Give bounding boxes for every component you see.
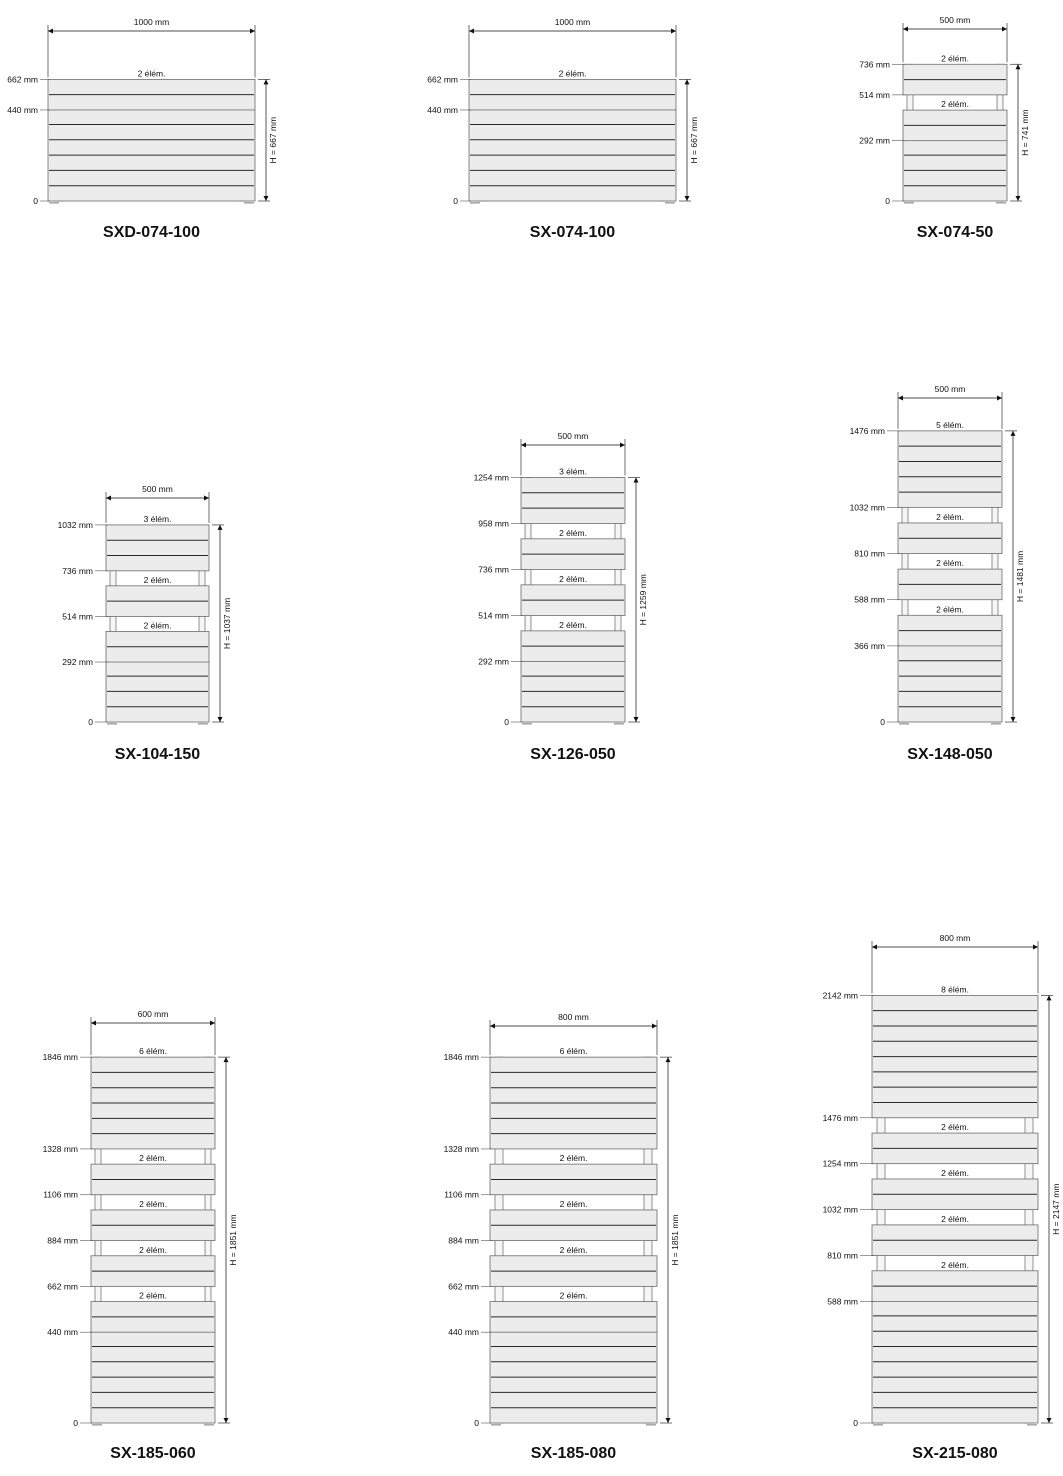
dimension-arrow bbox=[666, 1418, 671, 1423]
height-label: 588 mm bbox=[854, 594, 885, 605]
element-count-label: 2 élém. bbox=[941, 1213, 969, 1224]
element-count-label: 2 élém. bbox=[143, 620, 172, 631]
height-label: 1476 mm bbox=[849, 425, 885, 436]
slat-group bbox=[478, 574, 625, 621]
floor-cap bbox=[614, 723, 624, 725]
total-height-label: H = 1851 mm bbox=[670, 1214, 680, 1266]
slat-group bbox=[859, 99, 1007, 146]
slat-group bbox=[478, 620, 625, 667]
slat-group bbox=[854, 558, 1002, 605]
height-label: 1032 mm bbox=[57, 519, 93, 530]
total-height-label: H = 1851 mm bbox=[228, 1214, 238, 1266]
height-label: 514 mm bbox=[478, 610, 509, 621]
floor-cap bbox=[904, 202, 914, 204]
width-label: 600 mm bbox=[137, 1009, 169, 1019]
model-name: SX-074-100 bbox=[529, 224, 616, 241]
height-label: 0 bbox=[504, 717, 509, 727]
dimension-arrow bbox=[620, 443, 625, 448]
dimension-arrow bbox=[1016, 196, 1021, 201]
height-label: 292 mm bbox=[859, 135, 890, 146]
dimension-arrow bbox=[634, 477, 639, 482]
floor-cap bbox=[646, 1424, 656, 1426]
slat-group bbox=[43, 1046, 215, 1154]
height-label: 958 mm bbox=[478, 518, 509, 529]
total-height-label: H = 1037 mm bbox=[222, 597, 232, 650]
dimension-arrow bbox=[210, 1021, 215, 1026]
dimension-arrow bbox=[898, 396, 903, 401]
slat-group bbox=[33, 98, 255, 206]
floor-cap bbox=[522, 723, 532, 725]
height-label: 1106 mm bbox=[43, 1189, 78, 1200]
element-count-label: 6 élém. bbox=[139, 1046, 167, 1057]
element-count-label: 6 élém. bbox=[559, 1046, 588, 1057]
floor-cap bbox=[49, 202, 59, 204]
height-label: 1032 mm bbox=[849, 502, 885, 513]
floor-cap bbox=[991, 723, 1001, 725]
height-label: 2142 mm bbox=[822, 990, 858, 1001]
slat-group bbox=[823, 1168, 1038, 1215]
height-label: 1254 mm bbox=[822, 1158, 858, 1169]
element-count-label: 2 élém. bbox=[936, 558, 964, 569]
slat-group bbox=[880, 635, 1002, 728]
dimension-arrow bbox=[264, 79, 269, 84]
height-label: 0 bbox=[474, 1418, 479, 1428]
model-name: SX-215-080 bbox=[912, 1445, 998, 1462]
element-count-label: 2 élém. bbox=[936, 511, 964, 522]
dimension-arrow bbox=[490, 1024, 495, 1029]
dimension-arrow bbox=[1033, 945, 1038, 950]
dimension-arrow bbox=[685, 196, 690, 201]
height-label: 514 mm bbox=[859, 89, 890, 100]
dimension-arrow bbox=[652, 1024, 657, 1029]
dimension-arrow bbox=[1016, 64, 1021, 69]
element-count-label: 2 élém. bbox=[941, 99, 969, 110]
height-label: 1328 mm bbox=[42, 1143, 78, 1154]
slat-group bbox=[448, 1199, 657, 1246]
floor-cap bbox=[996, 202, 1006, 204]
height-label: 292 mm bbox=[478, 656, 509, 667]
height-label: 440 mm bbox=[7, 104, 38, 115]
total-height-label: H = 2147 mm bbox=[1051, 1183, 1061, 1235]
element-count-label: 2 élém. bbox=[143, 574, 172, 585]
slat-group bbox=[823, 984, 1038, 1122]
model-name: SX-185-060 bbox=[110, 1445, 196, 1462]
radiator-diagram bbox=[859, 15, 1030, 241]
element-count-label: 2 élém. bbox=[941, 1259, 969, 1270]
slat-block bbox=[521, 477, 625, 523]
width-label: 500 mm bbox=[939, 15, 971, 25]
slat-group bbox=[427, 68, 676, 115]
width-label: 800 mm bbox=[558, 1012, 589, 1022]
slat-group bbox=[47, 1199, 215, 1246]
width-label: 500 mm bbox=[934, 384, 966, 394]
floor-cap bbox=[92, 1424, 102, 1426]
slat-block bbox=[898, 646, 1002, 723]
radiator-diagram bbox=[7, 17, 278, 241]
height-label: 588 mm bbox=[827, 1296, 858, 1307]
model-name: SX-126-050 bbox=[530, 746, 616, 763]
total-height-label: H = 741 mm bbox=[1020, 109, 1030, 156]
slat-group bbox=[453, 98, 676, 206]
dimension-arrow bbox=[224, 1057, 229, 1062]
element-count-label: 8 élém. bbox=[941, 984, 969, 995]
dimension-arrow bbox=[1002, 27, 1007, 32]
dimension-arrow bbox=[204, 496, 209, 501]
height-label: 1328 mm bbox=[443, 1143, 479, 1154]
height-label: 0 bbox=[880, 717, 885, 727]
element-count-label: 2 élém. bbox=[139, 1290, 167, 1301]
slat-group bbox=[43, 1153, 215, 1200]
dimension-arrow bbox=[1011, 717, 1016, 722]
floor-cap bbox=[873, 1424, 883, 1426]
dimension-arrow bbox=[1011, 431, 1016, 436]
model-name: SX-185-080 bbox=[530, 1445, 617, 1462]
height-label: 884 mm bbox=[448, 1235, 479, 1246]
element-count-label: 2 élém. bbox=[559, 573, 587, 584]
floor-cap bbox=[899, 723, 909, 725]
slat-group bbox=[448, 1291, 657, 1338]
element-count-label: 2 élém. bbox=[559, 527, 587, 538]
height-label: 1846 mm bbox=[443, 1052, 479, 1063]
total-height-label: H = 667 mm bbox=[689, 116, 699, 164]
dimension-arrow bbox=[264, 196, 269, 201]
dimension-arrow bbox=[903, 27, 908, 32]
height-label: 0 bbox=[88, 717, 93, 727]
dimension-arrow bbox=[1047, 1418, 1052, 1423]
width-label: 500 mm bbox=[557, 431, 589, 441]
floor-cap bbox=[244, 202, 254, 204]
height-label: 0 bbox=[853, 1418, 858, 1428]
slat-group bbox=[827, 1260, 1038, 1307]
element-count-label: 3 élém. bbox=[143, 513, 172, 524]
dimension-arrow bbox=[666, 1057, 671, 1062]
height-label: 440 mm bbox=[47, 1327, 78, 1338]
height-label: 0 bbox=[33, 196, 38, 206]
dimension-arrow bbox=[872, 945, 877, 950]
element-count-label: 2 élém. bbox=[558, 68, 587, 79]
dimension-arrow bbox=[48, 29, 53, 34]
height-label: 736 mm bbox=[859, 59, 890, 70]
radiator-diagram bbox=[58, 484, 232, 763]
slat-group bbox=[7, 68, 255, 115]
slat-group bbox=[478, 528, 625, 575]
element-count-label: 2 élém. bbox=[941, 1167, 969, 1178]
element-count-label: 2 élém. bbox=[139, 1153, 167, 1164]
height-label: 662 mm bbox=[448, 1281, 479, 1292]
floor-cap bbox=[491, 1424, 501, 1426]
element-count-label: 3 élém. bbox=[559, 466, 587, 477]
dimension-arrow bbox=[91, 1021, 96, 1026]
height-label: 440 mm bbox=[427, 104, 458, 115]
radiator-diagram bbox=[444, 1012, 680, 1462]
model-name: SX-104-150 bbox=[114, 746, 201, 763]
radiator-diagram bbox=[850, 384, 1025, 763]
element-count-label: 2 élém. bbox=[559, 1198, 588, 1209]
dimension-arrow bbox=[469, 29, 474, 34]
height-label: 1476 mm bbox=[822, 1112, 858, 1123]
total-height-label: H = 1481 mm bbox=[1015, 550, 1025, 603]
slat-group bbox=[444, 1153, 657, 1200]
slat-group bbox=[444, 1046, 657, 1154]
dimension-arrow bbox=[106, 496, 111, 501]
floor-cap bbox=[204, 1424, 214, 1426]
height-label: 440 mm bbox=[448, 1327, 479, 1338]
dimension-arrow bbox=[634, 717, 639, 722]
height-label: 0 bbox=[885, 196, 890, 206]
floor-cap bbox=[107, 723, 117, 725]
dimension-arrow bbox=[1047, 995, 1052, 1000]
total-height-label: H = 667 mm bbox=[268, 116, 278, 164]
height-label: 662 mm bbox=[47, 1281, 78, 1292]
dimension-arrow bbox=[224, 1418, 229, 1423]
height-label: 1254 mm bbox=[473, 472, 509, 483]
height-label: 736 mm bbox=[62, 565, 93, 576]
dimension-arrow bbox=[218, 525, 223, 530]
slat-group bbox=[62, 620, 209, 667]
height-label: 0 bbox=[73, 1418, 78, 1428]
width-label: 1000 mm bbox=[554, 17, 591, 27]
element-count-label: 2 élém. bbox=[139, 1244, 167, 1255]
height-label: 662 mm bbox=[427, 74, 458, 85]
slat-group bbox=[823, 1122, 1038, 1169]
radiator-diagram bbox=[823, 933, 1061, 1462]
height-label: 810 mm bbox=[854, 548, 885, 559]
radiator-diagram bbox=[474, 431, 648, 763]
dimension-arrow bbox=[997, 396, 1002, 401]
total-height-label: H = 1259 mm bbox=[638, 574, 648, 626]
element-count-label: 2 élém. bbox=[559, 1153, 588, 1164]
height-label: 810 mm bbox=[827, 1250, 858, 1261]
radiator-diagram bbox=[43, 1009, 238, 1462]
slat-group bbox=[854, 512, 1002, 559]
model-name: SXD-074-100 bbox=[103, 224, 200, 241]
width-label: 500 mm bbox=[142, 484, 173, 494]
element-count-label: 5 élém. bbox=[936, 419, 964, 430]
element-count-label: 2 élém. bbox=[559, 1244, 588, 1255]
height-label: 736 mm bbox=[478, 564, 509, 575]
element-count-label: 2 élém. bbox=[559, 619, 587, 630]
slat-block bbox=[106, 525, 209, 571]
slat-block bbox=[898, 431, 1002, 508]
height-label: 514 mm bbox=[62, 611, 93, 622]
model-name: SX-074-50 bbox=[916, 224, 994, 241]
dimension-arrow bbox=[671, 29, 676, 34]
slat-group bbox=[62, 575, 209, 622]
dimension-arrow bbox=[250, 29, 255, 34]
slat-group bbox=[47, 1245, 215, 1292]
element-count-label: 2 élém. bbox=[936, 604, 964, 615]
slat-group bbox=[73, 1320, 215, 1428]
element-count-label: 2 élém. bbox=[941, 1122, 969, 1133]
slat-group bbox=[47, 1291, 215, 1338]
element-count-label: 2 élém. bbox=[137, 68, 166, 79]
dimension-arrow bbox=[521, 443, 526, 448]
element-count-label: 2 élém. bbox=[139, 1198, 167, 1209]
height-label: 1106 mm bbox=[444, 1189, 479, 1200]
element-count-label: 2 élém. bbox=[941, 53, 969, 64]
floor-cap bbox=[665, 202, 675, 204]
height-label: 366 mm bbox=[854, 640, 885, 651]
radiator-diagram bbox=[427, 17, 699, 241]
height-label: 292 mm bbox=[62, 657, 93, 668]
model-name: SX-148-050 bbox=[907, 746, 993, 763]
element-count-label: 2 élém. bbox=[559, 1290, 588, 1301]
slat-group bbox=[827, 1214, 1038, 1261]
height-label: 1032 mm bbox=[822, 1204, 858, 1215]
dimension-arrow bbox=[685, 79, 690, 84]
height-label: 0 bbox=[453, 196, 458, 206]
floor-cap bbox=[470, 202, 480, 204]
height-label: 884 mm bbox=[47, 1235, 78, 1246]
height-label: 1846 mm bbox=[42, 1052, 78, 1063]
floor-cap bbox=[1027, 1424, 1037, 1426]
slat-group bbox=[853, 1290, 1038, 1428]
slat-group bbox=[474, 1320, 657, 1428]
width-label: 1000 mm bbox=[133, 17, 170, 27]
height-label: 662 mm bbox=[7, 74, 38, 85]
floor-cap bbox=[198, 723, 208, 725]
width-label: 800 mm bbox=[939, 933, 971, 943]
dimension-arrow bbox=[218, 717, 223, 722]
slat-group bbox=[448, 1245, 657, 1292]
slat-group bbox=[854, 604, 1002, 651]
